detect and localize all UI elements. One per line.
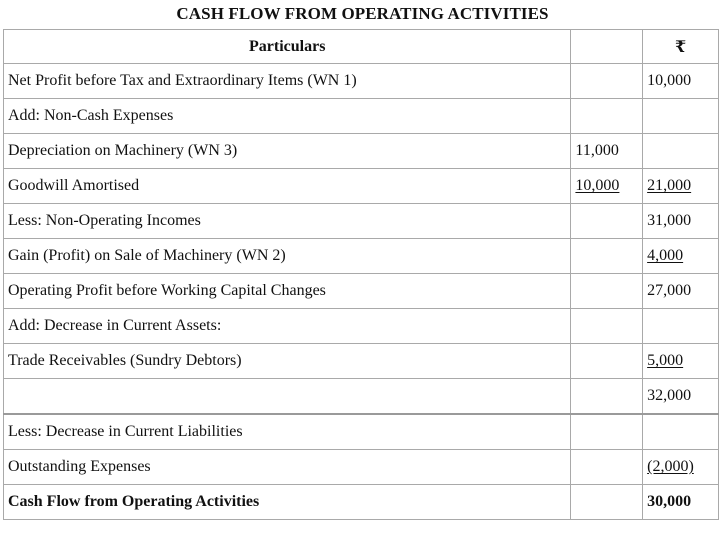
table-header-row (4, 30, 719, 64)
row-amount (571, 239, 643, 274)
row-particulars: Trade Receivables (Sundry Debtors) (4, 344, 571, 379)
row-amount (571, 274, 643, 309)
row-total: 30,000 (643, 485, 719, 520)
table-row (4, 344, 719, 379)
table-row-total (4, 485, 719, 520)
row-particulars: Gain (Profit) on Sale of Machinery (WN 2) (4, 239, 571, 274)
row-particulars: Add: Non-Cash Expenses (4, 99, 571, 134)
row-total (643, 99, 719, 134)
row-particulars: Less: Non-Operating Incomes (4, 204, 571, 239)
header-rupee: ₹ (643, 30, 719, 64)
row-total: 21,000 (643, 169, 719, 204)
row-amount (571, 204, 643, 239)
row-particulars: Depreciation on Machinery (WN 3) (4, 134, 571, 169)
table-row (4, 379, 719, 415)
row-amount (571, 414, 643, 450)
row-particulars: Add: Decrease in Current Assets: (4, 309, 571, 344)
table-row (4, 64, 719, 99)
table-row (4, 99, 719, 134)
row-amount (571, 99, 643, 134)
table-row (4, 204, 719, 239)
table-row (4, 134, 719, 169)
row-particulars: Outstanding Expenses (4, 450, 571, 485)
table-row (4, 274, 719, 309)
row-total (643, 414, 719, 450)
row-total: 32,000 (643, 379, 719, 415)
cash-flow-table (3, 29, 719, 520)
table-row (4, 414, 719, 450)
row-total: 10,000 (643, 64, 719, 99)
row-amount (571, 64, 643, 99)
header-particulars: Particulars (4, 30, 571, 64)
header-amount (571, 30, 643, 64)
row-total: 31,000 (643, 204, 719, 239)
table-row (4, 239, 719, 274)
row-amount: 10,000 (571, 169, 643, 204)
row-amount (571, 379, 643, 415)
row-amount (571, 485, 643, 520)
row-total (643, 134, 719, 169)
row-total: 27,000 (643, 274, 719, 309)
row-amount (571, 344, 643, 379)
row-particulars: Less: Decrease in Current Liabilities (4, 414, 571, 450)
row-particulars (4, 379, 571, 415)
row-particulars: Goodwill Amortised (4, 169, 571, 204)
page-title: CASH FLOW FROM OPERATING ACTIVITIES (176, 4, 549, 23)
row-total: 5,000 (643, 344, 719, 379)
table-row (4, 450, 719, 485)
row-particulars: Operating Profit before Working Capital Changes (4, 274, 571, 309)
row-total (643, 309, 719, 344)
table-row (4, 169, 719, 204)
row-total: (2,000) (643, 450, 719, 485)
row-amount (571, 309, 643, 344)
row-total: 4,000 (643, 239, 719, 274)
row-particulars: Net Profit before Tax and Extraordinary Items (WN 1) (4, 64, 571, 99)
row-particulars: Cash Flow from Operating Activities (4, 485, 571, 520)
row-amount (571, 450, 643, 485)
row-amount: 11,000 (571, 134, 643, 169)
table-row (4, 309, 719, 344)
